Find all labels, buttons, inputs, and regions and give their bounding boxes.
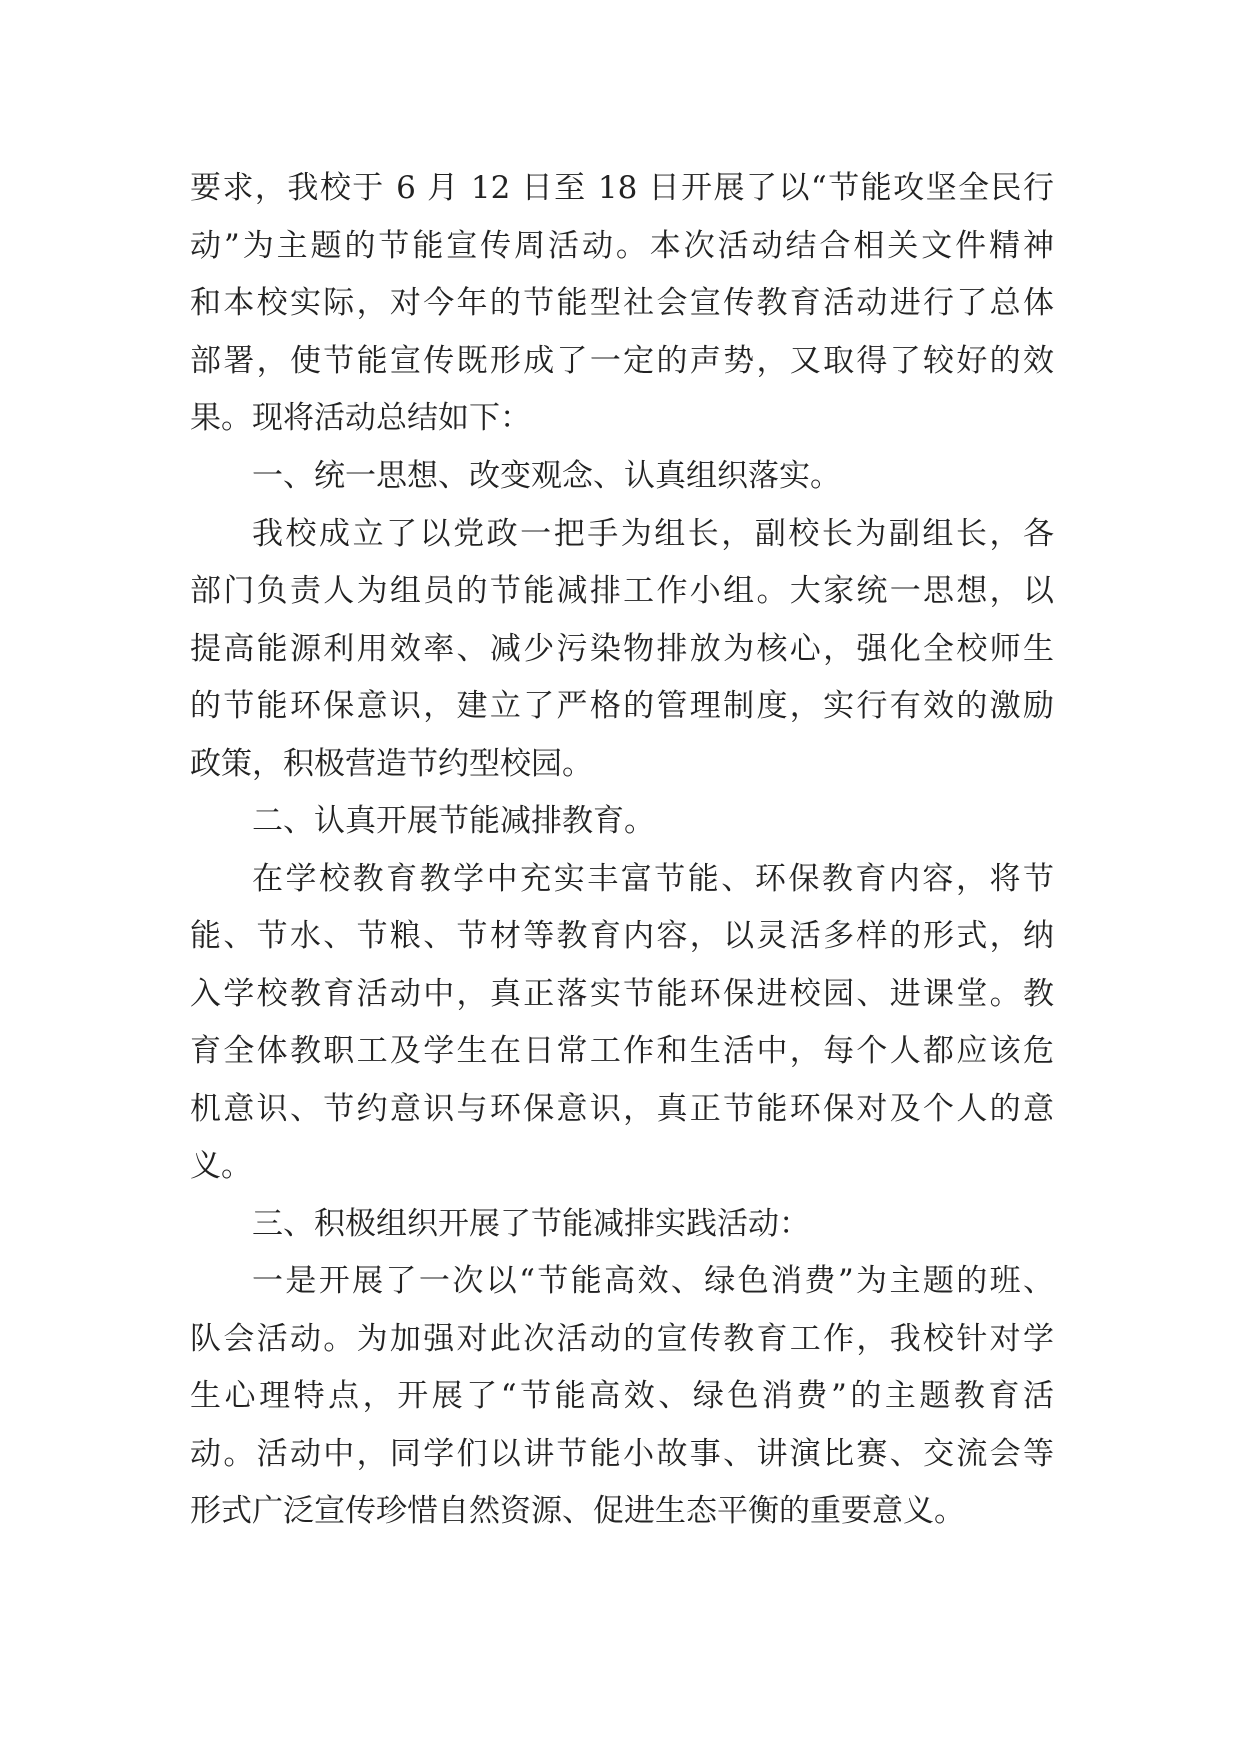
text-line-p1-l5: 果。现将活动总结如下：: [190, 400, 531, 436]
section-heading-3: 三、积极组织开展了节能减排实践活动：: [252, 1206, 810, 1242]
text-line-p7-l4: 动。活动中，同学们以讲节能小故事、讲演比赛、交流会等: [190, 1436, 1054, 1472]
text-line-p3-l3: 提高能源利用效率、减少污染物排放为核心，强化全校师生: [190, 631, 1054, 667]
text-line-p5-l2: 能、节水、节粮、节材等教育内容，以灵活多样的形式，纳: [190, 918, 1054, 954]
text-line-p3-l5: 政策，积极营造节约型校园。: [190, 746, 593, 782]
text-line-p1-l4: 部署，使节能宣传既形成了一定的声势，又取得了较好的效: [190, 343, 1054, 379]
text-line-p1-l1: 要求，我校于 6 月 12 日至 18 日开展了以“节能攻坚全民行: [190, 170, 1054, 206]
text-line-p5-l1: 在学校教育教学中充实丰富节能、环保教育内容，将节: [252, 861, 1054, 897]
text-line-p7-l1: 一是开展了一次以“节能高效、绿色消费”为主题的班、: [252, 1263, 1054, 1299]
text-line-p3-l4: 的节能环保意识，建立了严格的管理制度，实行有效的激励: [190, 688, 1054, 724]
section-heading-2: 二、认真开展节能减排教育。: [252, 803, 655, 839]
text-line-p5-l4: 育全体教职工及学生在日常工作和生活中，每个人都应该危: [190, 1033, 1054, 1069]
text-line-p7-l3: 生心理特点，开展了“节能高效、绿色消费”的主题教育活: [190, 1378, 1054, 1414]
text-line-p3-l2: 部门负责人为组员的节能减排工作小组。大家统一思想，以: [190, 573, 1054, 609]
section-heading-1: 一、统一思想、改变观念、认真组织落实。: [252, 458, 841, 494]
text-line-p3-l1: 我校成立了以党政一把手为组长，副校长为副组长，各: [252, 516, 1054, 552]
text-line-p1-l2: 动”为主题的节能宣传周活动。本次活动结合相关文件精神: [190, 228, 1054, 264]
text-line-p7-l2: 队会活动。为加强对此次活动的宣传教育工作，我校针对学: [190, 1321, 1054, 1357]
text-line-p1-l3: 和本校实际，对今年的节能型社会宣传教育活动进行了总体: [190, 285, 1054, 321]
text-line-p5-l5: 机意识、节约意识与环保意识，真正节能环保对及个人的意: [190, 1091, 1054, 1127]
text-line-p7-l5: 形式广泛宣传珍惜自然资源、促进生态平衡的重要意义。: [190, 1493, 965, 1529]
text-line-p5-l6: 义。: [190, 1148, 252, 1184]
text-line-p5-l3: 入学校教育活动中，真正落实节能环保进校园、进课堂。教: [190, 976, 1054, 1012]
